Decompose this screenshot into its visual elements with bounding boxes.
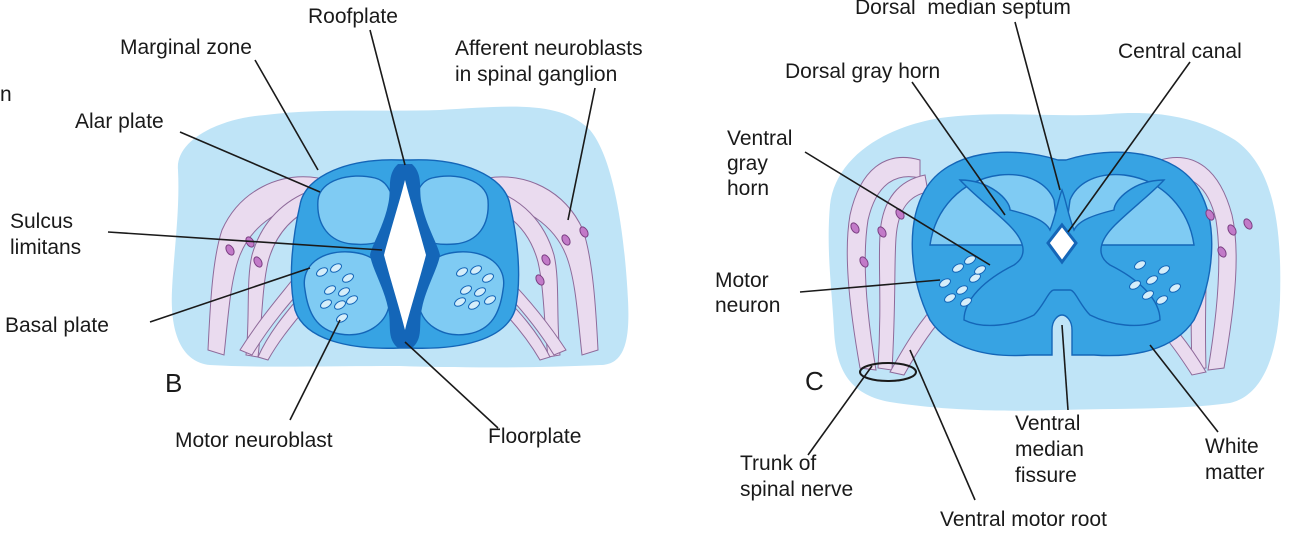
label-marginal-zone: Marginal zone bbox=[120, 36, 252, 59]
label-motor-neuroblast: Motor neuroblast bbox=[175, 429, 333, 452]
label-ventral-motor-root: Ventral motor root bbox=[940, 508, 1107, 531]
label-ventral-gray-horn-line2: gray bbox=[727, 152, 768, 175]
label-central-canal: Central canal bbox=[1118, 40, 1242, 63]
label-white-matter-line2: matter bbox=[1205, 461, 1265, 484]
label-sulcus-line1: Sulcus bbox=[10, 210, 74, 233]
label-floorplate: Floorplate bbox=[488, 425, 582, 448]
label-trunk-line1: Trunk of bbox=[740, 452, 817, 475]
label-roofplate: Roofplate bbox=[308, 5, 398, 28]
label-afferent-line1: Afferent neuroblasts bbox=[455, 37, 643, 60]
label-ventral-fissure-line3: fissure bbox=[1015, 464, 1077, 487]
label-motor-neuron-line2: neuron bbox=[715, 294, 781, 317]
label-motor-neuron-line1: Motor bbox=[715, 269, 769, 292]
label-dorsal-gray-horn: Dorsal gray horn bbox=[785, 60, 941, 83]
label-ventral-fissure-line2: median bbox=[1015, 438, 1084, 461]
label-ventral-fissure-line1: Ventral bbox=[1015, 412, 1081, 435]
label-alar-plate: Alar plate bbox=[75, 110, 164, 133]
panel-b-letter: B bbox=[165, 368, 183, 398]
label-ventral-gray-horn-line3: horn bbox=[727, 177, 770, 200]
label-white-matter-line1: White bbox=[1205, 435, 1259, 458]
label-afferent-line2: in spinal ganglion bbox=[455, 63, 618, 86]
label-trunk-line2: spinal nerve bbox=[740, 478, 854, 501]
label-basal-plate: Basal plate bbox=[5, 314, 109, 337]
label-ventral-gray-horn-line1: Ventral bbox=[727, 127, 793, 150]
panel-c-illustration bbox=[829, 113, 1281, 411]
label-cropped-fragment: n bbox=[0, 83, 12, 106]
label-sulcus-line2: limitans bbox=[10, 236, 82, 259]
panel-c-letter: C bbox=[805, 366, 824, 396]
label-dorsal-median-septum: Dorsal median septum bbox=[855, 0, 1071, 19]
